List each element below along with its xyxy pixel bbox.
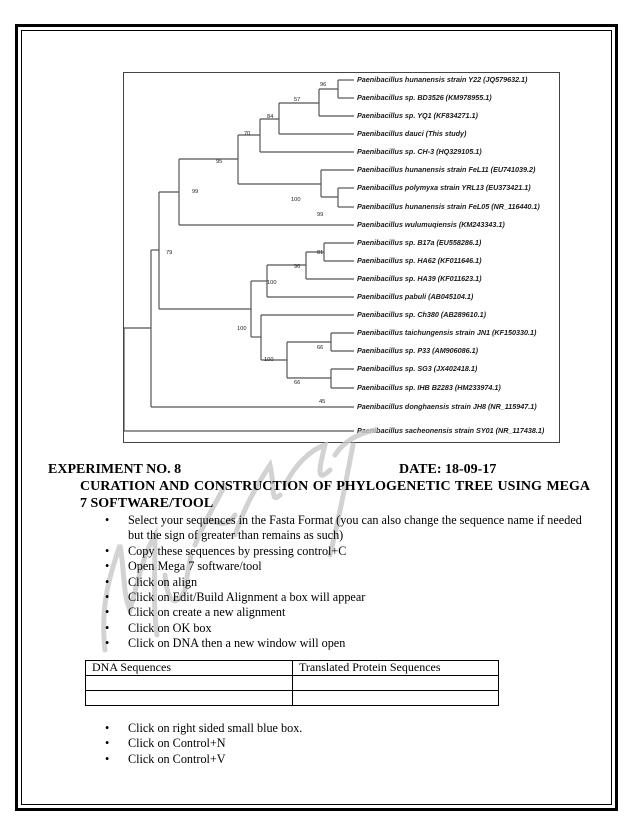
bootstrap-label: 81 [317, 250, 324, 256]
bootstrap-label: 57 [294, 97, 301, 103]
experiment-date: DATE: 18-09-17 [399, 462, 497, 477]
bullet-icon: • [105, 559, 110, 574]
bootstrap-label: 99 [317, 212, 324, 218]
bullet-icon: • [105, 574, 110, 589]
table-cell [86, 691, 293, 706]
tree-leaf-label: Paenibacillus dauci (This study) [357, 129, 467, 138]
bootstrap-label: 100 [237, 326, 247, 332]
bootstrap-label: 79 [166, 250, 173, 256]
table-row [86, 691, 499, 706]
tree-leaf-label: Paenibacillus taichungensis strain JN1 (KF150330.1) [357, 328, 537, 337]
tree-leaf-label: Paenibacillus sp. IHB B2283 (HM233974.1) [357, 383, 501, 392]
list-item-text: Open Mega 7 software/tool [128, 559, 262, 574]
bootstrap-label: 96 [294, 264, 301, 270]
list-item-text: Copy these sequences by pressing control+C [128, 543, 347, 558]
list-item [105, 513, 590, 544]
tree-leaf-label: Paenibacillus sp. Ch380 (AB289610.1) [357, 310, 487, 319]
list-item [105, 575, 590, 590]
tree-leaf-label: Paenibacillus sp. CH-3 (HQ329105.1) [357, 147, 482, 156]
sequence-table [85, 660, 499, 706]
bullet-icon: • [105, 513, 110, 527]
tree-leaf-label: Paenibacillus pabuli (AB045104.1) [357, 292, 474, 301]
list-item [105, 636, 590, 651]
table-cell [86, 676, 293, 691]
list-item [105, 605, 590, 620]
tree-leaf-label: Paenibacillus hunanensis strain FeL11 (EU741039.2) [357, 165, 536, 174]
bootstrap-label: 45 [319, 399, 326, 405]
bootstrap-label: 96 [320, 82, 327, 88]
bullet-icon: • [105, 721, 110, 735]
phylogenetic-tree-svg [124, 73, 561, 444]
table-header-row [86, 661, 499, 676]
table-row [86, 676, 499, 691]
bootstrap-label: 70 [244, 131, 251, 137]
bullet-icon: • [105, 620, 110, 635]
table-cell [293, 676, 499, 691]
list-item-text: Click on create a new alignment [128, 605, 286, 620]
tree-leaf-label: Paenibacillus sp. SG3 (JX402418.1) [357, 364, 478, 373]
bootstrap-label: 66 [317, 345, 324, 351]
list-item-text: Click on right sided small blue box. [128, 721, 303, 735]
bootstrap-label: 100 [291, 197, 301, 203]
bullet-icon: • [105, 636, 110, 651]
bullet-icon: • [105, 736, 110, 751]
list-item-text: Click on align [128, 574, 198, 589]
table-header-cell: DNA Sequences [86, 661, 293, 676]
bullet-icon: • [105, 543, 110, 558]
list-item-text: Click on Edit/Build Alignment a box will appear [128, 590, 366, 605]
tree-leaf-label: Paenibacillus sacheonensis strain SY01 (NR_117438.1) [357, 426, 545, 435]
bootstrap-label: 66 [294, 380, 301, 386]
list-item-text: Click on OK box [128, 620, 212, 635]
bullet-icon: • [105, 605, 110, 620]
tree-leaf-label: Paenibacillus sp. YQ1 (KF834271.1) [357, 111, 478, 120]
list-item [105, 559, 590, 574]
bootstrap-label: 99 [192, 189, 199, 195]
table-cell [293, 691, 499, 706]
tree-leaf-label: Paenibacillus sp. P33 (AM906086.1) [357, 346, 479, 355]
list-item-text: Click on DNA then a new window will open [128, 636, 346, 651]
tree-leaf-label: Paenibacillus hunanensis strain Y22 (JQ579632.1) [357, 75, 528, 84]
tree-leaf-label: Paenibacillus donghaensis strain JH8 (NR_115947.1) [357, 402, 537, 411]
tree-leaf-label: Paenibacillus wulumuqiensis (KM243343.1) [357, 220, 505, 229]
instruction-list-continued [105, 721, 590, 767]
bootstrap-label: 100 [267, 280, 277, 286]
tree-leaf-label: Paenibacillus hunanensis strain FeL05 (NR_116440.1) [357, 202, 540, 211]
tree-leaf-label: Paenibacillus sp. HA39 (KF011623.1) [357, 274, 482, 283]
tree-leaf-label: Paenibacillus sp. B17a (EU558286.1) [357, 238, 482, 247]
list-item-text: Select your sequences in the Fasta Format (you can also change the sequence name if needed but the sign of greater than remains as such) [128, 513, 582, 543]
experiment-number: EXPERIMENT NO. 8 [48, 462, 182, 477]
list-item [105, 544, 590, 559]
list-item [105, 721, 590, 736]
list-item-text: Click on Control+V [128, 751, 226, 766]
table-header-cell: Translated Protein Sequences [293, 661, 499, 676]
experiment-title: CURATION AND CONSTRUCTION OF PHYLOGENETIC TREE USING MEGA 7 SOFTWARE/TOOL [80, 479, 590, 511]
tree-leaf-label: Paenibacillus polymyxa strain YRL13 (EU373421.1) [357, 183, 531, 192]
tree-leaf-label: Paenibacillus sp. HA62 (KF011646.1) [357, 256, 482, 265]
bootstrap-label: 95 [216, 159, 223, 165]
instruction-list [105, 513, 590, 652]
list-item-text: Click on Control+N [128, 736, 226, 751]
bootstrap-label: 100 [264, 357, 274, 363]
phylogenetic-tree-figure [123, 72, 560, 443]
list-item [105, 590, 590, 605]
list-item [105, 621, 590, 636]
bootstrap-label: 84 [267, 114, 274, 120]
list-item [105, 752, 590, 767]
bullet-icon: • [105, 590, 110, 605]
bullet-icon: • [105, 751, 110, 766]
list-item [105, 736, 590, 751]
tree-leaf-label: Paenibacillus sp. BD3526 (KM978955.1) [357, 93, 492, 102]
experiment-header [48, 462, 578, 478]
